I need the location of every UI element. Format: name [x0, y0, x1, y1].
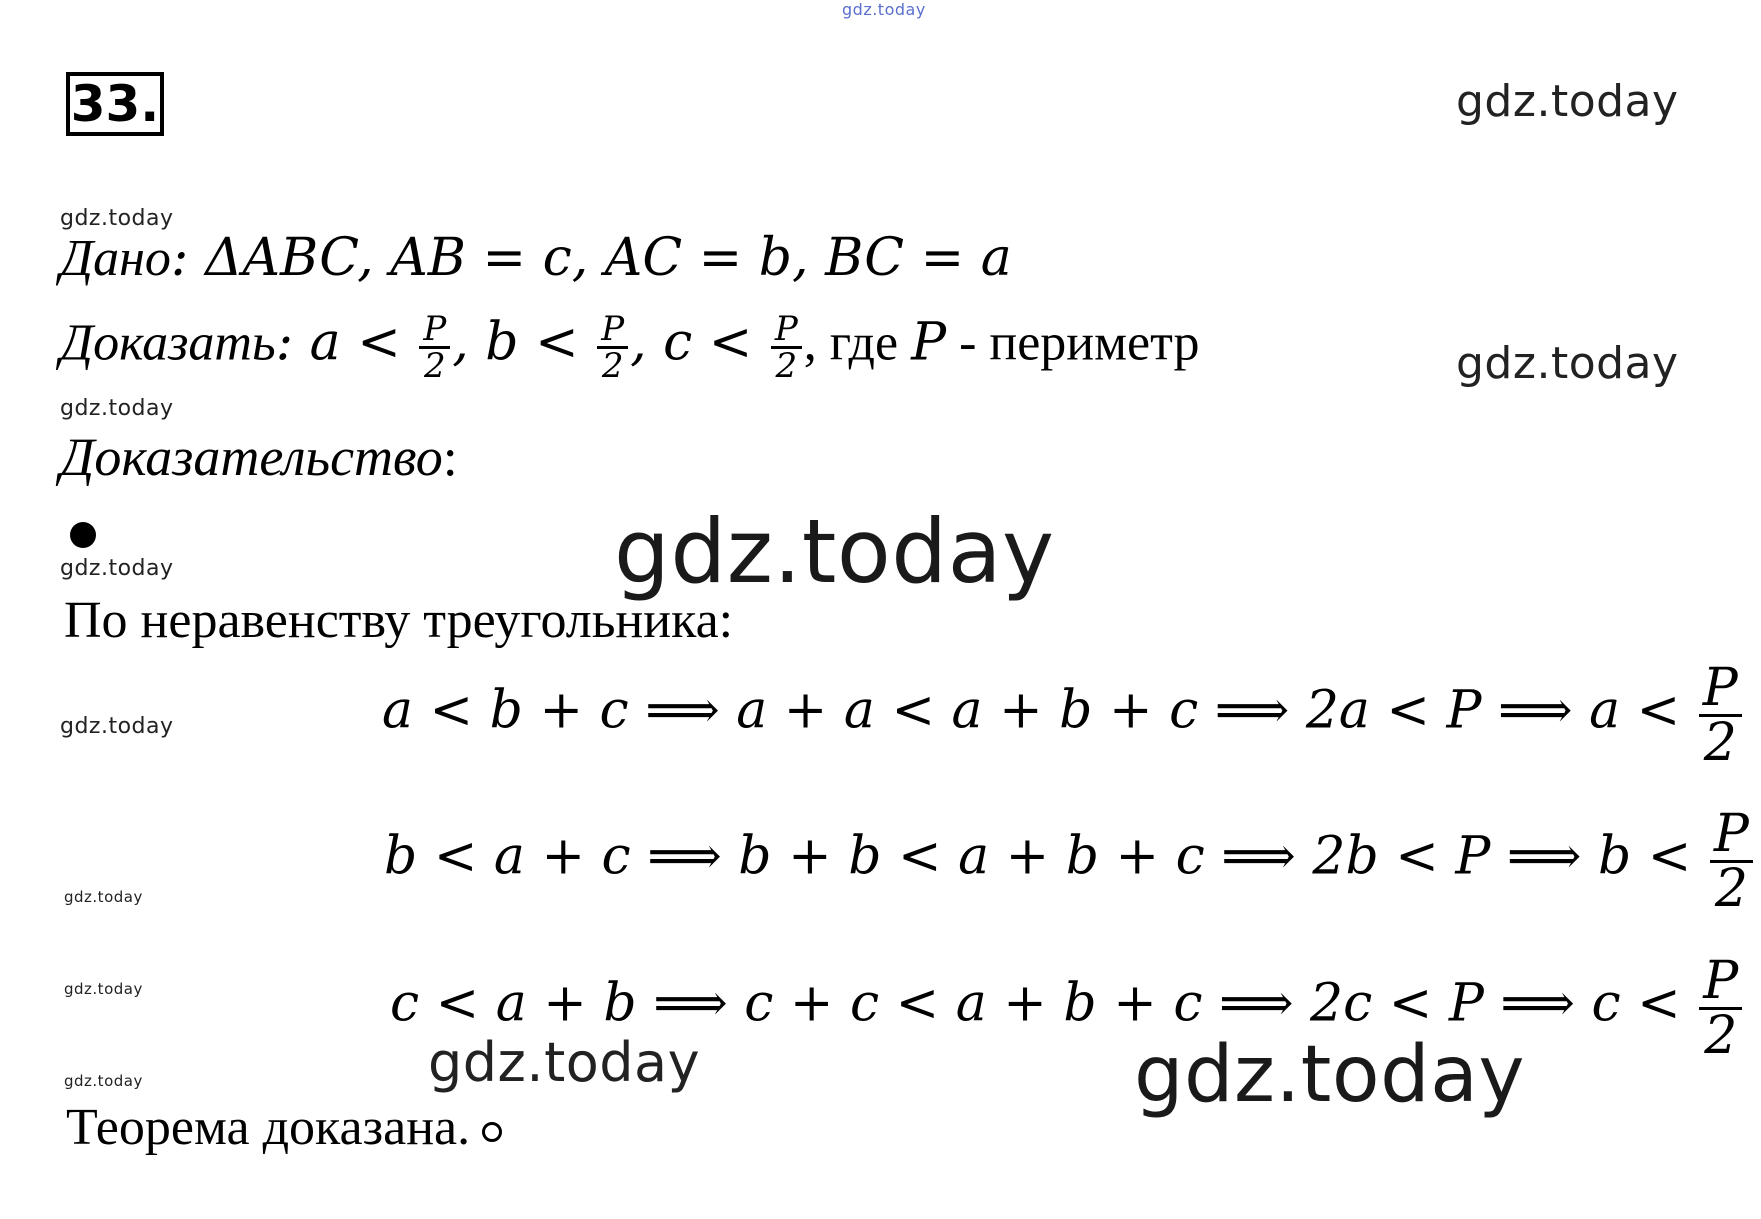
problem-number: 33.: [66, 72, 164, 136]
equation-text: b < a + c ⟹ b + b < a + b + c ⟹ 2b < P ⟹ b <: [384, 826, 1708, 887]
given-line: [60, 228, 1012, 288]
prove-line: [60, 309, 1200, 386]
fraction-numerator: P: [1713, 804, 1749, 864]
watermark: gdz.today: [60, 714, 174, 739]
prove-label: Доказать: [60, 314, 276, 372]
watermark: gdz.today: [64, 980, 143, 998]
prove-b: , b <: [452, 312, 596, 373]
fraction: [1699, 951, 1742, 1066]
equation-b: [384, 804, 1755, 919]
watermark: gdz.today: [64, 888, 143, 906]
fraction: [419, 309, 450, 386]
fraction-denominator: 2: [419, 346, 450, 383]
watermark: gdz.today: [1456, 338, 1679, 389]
watermark-large: gdz.today: [1134, 1030, 1526, 1120]
watermark-top: gdz.today: [842, 0, 926, 19]
watermark: gdz.today: [60, 396, 174, 421]
fraction-denominator: 2: [597, 346, 628, 383]
end-of-proof-circle-icon: [482, 1122, 502, 1142]
fraction: [1710, 804, 1753, 919]
watermark: gdz.today: [60, 556, 174, 581]
prove-a: : a <: [275, 312, 418, 373]
proof-heading: [60, 427, 458, 487]
fraction-denominator: 2: [1710, 860, 1753, 915]
equation-a: [382, 658, 1744, 773]
fraction: [597, 309, 628, 386]
given-text: : ΔABC, AB = c, AC = b, BC = a: [170, 228, 1012, 288]
conclusion-line: [66, 1099, 502, 1156]
prove-p-variable: P: [911, 312, 947, 373]
proof-colon: :: [442, 427, 458, 487]
equation-text: a < b + c ⟹ a + a < a + b + c ⟹ 2a < P ⟹ a <: [382, 680, 1697, 741]
conclusion-text: Теорема доказана.: [66, 1099, 471, 1156]
watermark: gdz.today: [1456, 76, 1679, 127]
fraction: [771, 309, 802, 386]
fraction-numerator: P: [774, 309, 798, 349]
fraction-numerator: P: [423, 309, 447, 349]
prove-tail-2: - периметр: [946, 314, 1200, 372]
fraction-numerator: P: [1702, 658, 1738, 718]
prove-tail: , где: [803, 314, 912, 372]
given-label: Дано: [60, 230, 171, 287]
prove-c: , c <: [630, 312, 769, 373]
proof-label: Доказательство: [60, 427, 443, 487]
fraction-denominator: 2: [1699, 714, 1742, 769]
triangle-inequality-text: По неравенству треугольника:: [64, 592, 734, 649]
equation-text: c < a + b ⟹ c + c < a + b + c ⟹ 2c < P ⟹ c <: [390, 973, 1698, 1034]
watermark: gdz.today: [64, 1072, 143, 1090]
fraction-denominator: 2: [771, 346, 802, 383]
watermark: gdz.today: [60, 206, 174, 231]
watermark-large: gdz.today: [614, 500, 1055, 603]
fraction-numerator: P: [601, 309, 625, 349]
fraction-denominator: 2: [1699, 1007, 1742, 1062]
bullet-point: [70, 522, 96, 548]
fraction-numerator: P: [1703, 951, 1739, 1011]
fraction: [1699, 658, 1742, 773]
watermark: gdz.today: [428, 1031, 701, 1094]
